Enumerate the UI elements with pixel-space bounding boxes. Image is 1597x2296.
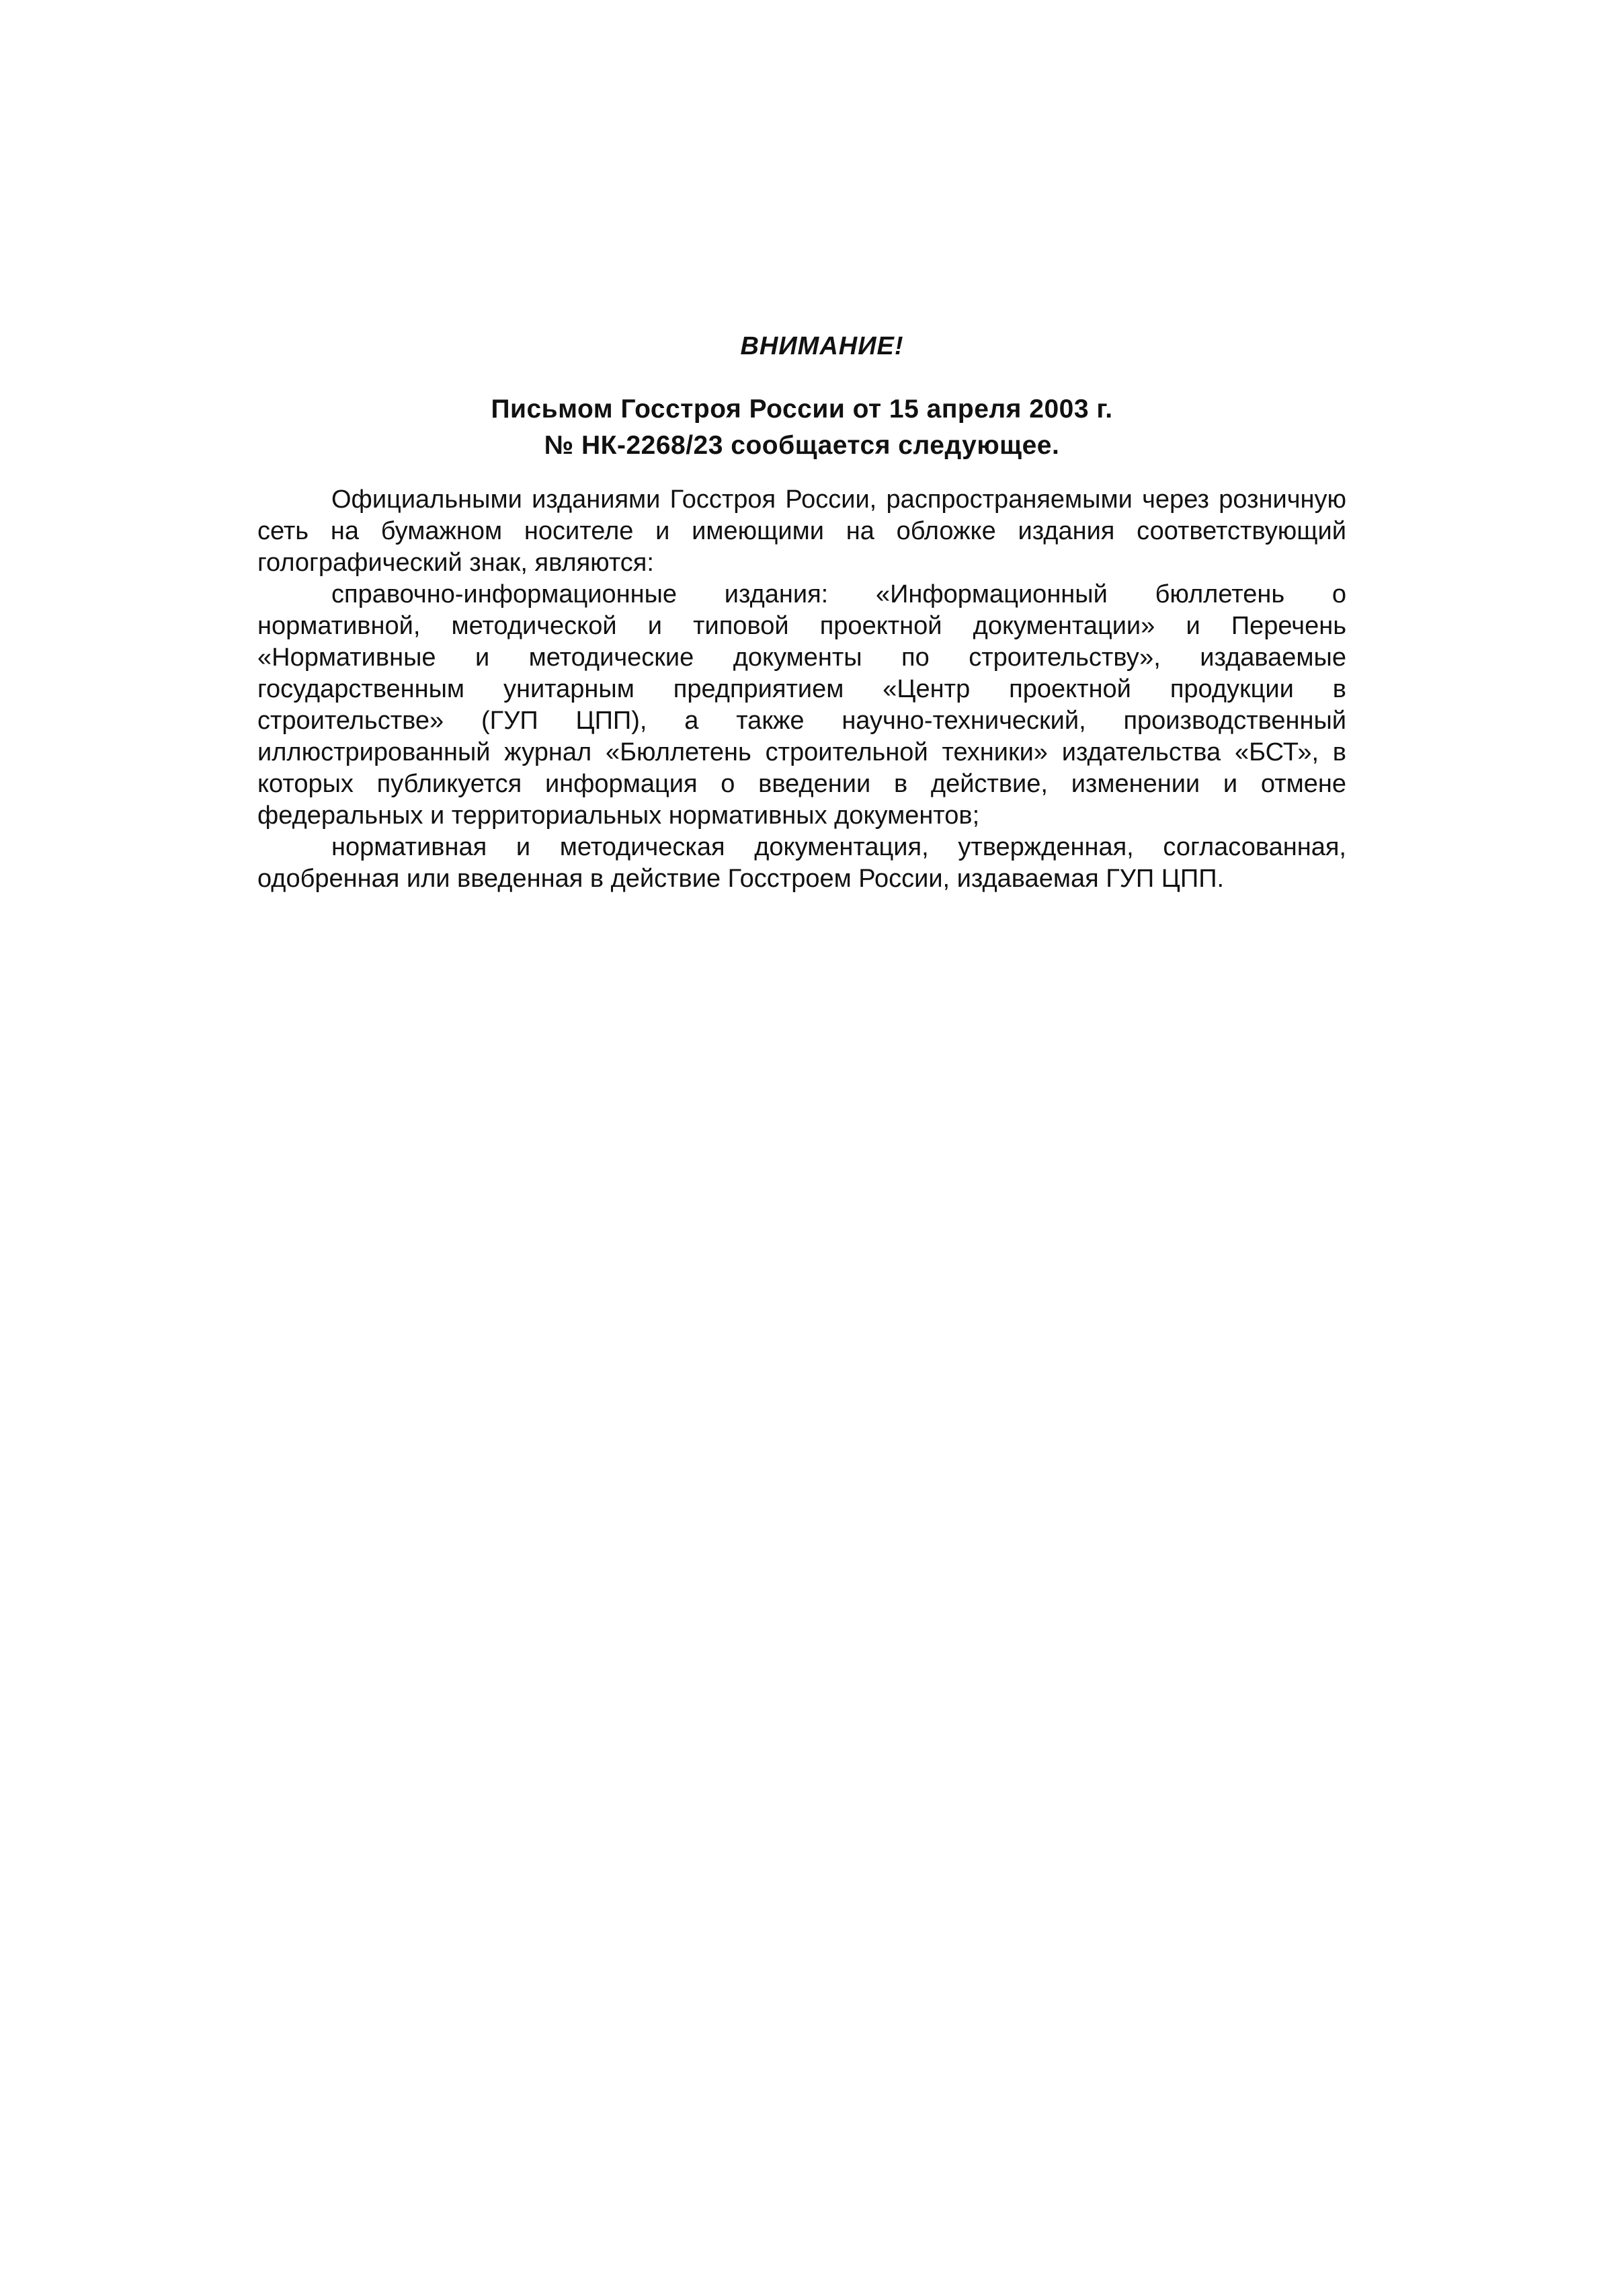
letter-reference-line-1: Письмом Госстроя России от 15 апреля 2003 г.	[491, 395, 1113, 424]
attention-heading: ВНИМАНИЕ!	[740, 332, 904, 360]
letter-reference	[257, 391, 1346, 464]
notice-block	[257, 329, 1346, 895]
notice-body	[257, 484, 1346, 895]
paragraph-normative-documentation: нормативная и методическая документация, утвержденная, согласованная, одобренная или введенная в действие Госстроем России, издаваемая ГУП ЦПП.	[257, 833, 1346, 893]
paragraph-reference-publications: справочно-информационные издания: «Информационный бюллетень о нормативной, методической и типовой проектной документации» и Перечень «Нормативные и методические документы по строительству», издаваемые государственным унитарным предприятием «Центр проектной продукции в строительстве» (ГУП ЦПП), а также научно-технический, производственный иллюстрированный журнал «Бюллетень строительной техники» издательства «БСТ», в которых публикуется информация о введении в действие, изменении и отмене федеральных и территориальных нормативных документов;	[257, 580, 1346, 830]
paragraph-official-publications: Официальными изданиями Госстроя России, распространяемыми через розничную сеть на бумажном носителе и имеющими на обложке издания соответствующий голографический знак, являются:	[257, 485, 1346, 577]
letter-reference-line-2: № НК-2268/23 сообщается следующее.	[544, 431, 1060, 460]
